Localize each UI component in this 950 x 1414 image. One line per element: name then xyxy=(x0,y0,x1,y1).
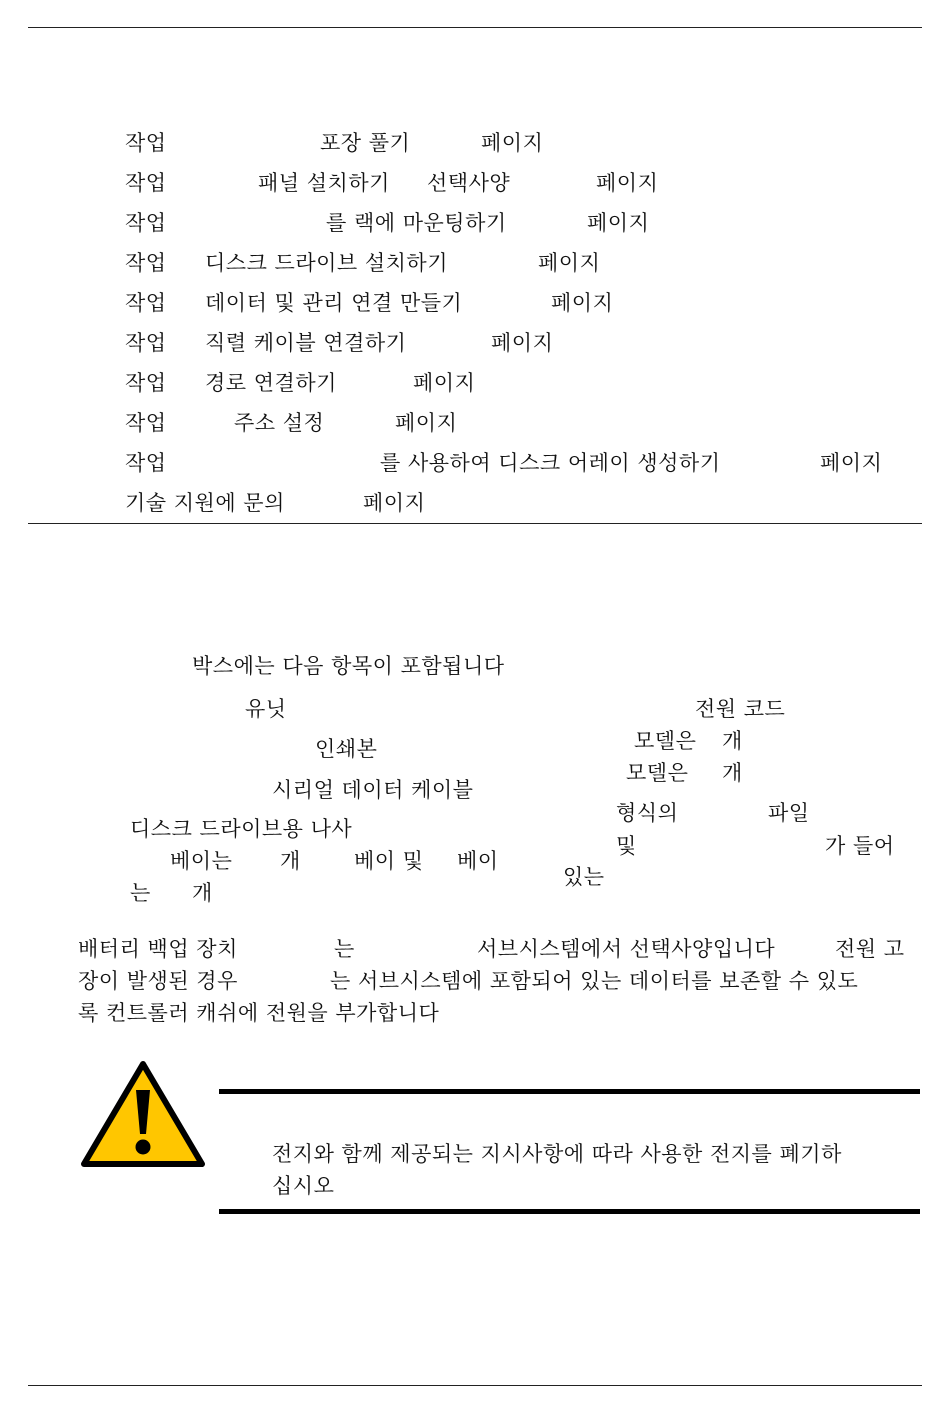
warning-icon xyxy=(80,1058,206,1170)
toc-page[interactable]: 페이지 xyxy=(587,211,650,235)
toc-title[interactable]: 패널 설치하기 xyxy=(258,171,390,195)
box-item-format: 파일 xyxy=(768,801,810,825)
box-item-model: 개 xyxy=(722,729,743,753)
toc-title[interactable]: 디스크 드라이브 설치하기 xyxy=(205,251,448,275)
toc-task: 작업 xyxy=(125,251,167,275)
box-bay-text: 베이 및 xyxy=(354,849,424,873)
box-bay-text: 개 xyxy=(280,849,301,873)
box-item-format: 가 들어 xyxy=(825,834,895,858)
caution-text: 전지와 함께 제공되는 지시사항에 따라 사용한 전지를 폐기하 xyxy=(272,1142,842,1166)
toc-task: 작업 xyxy=(125,131,167,155)
toc-page[interactable]: 페이지 xyxy=(820,451,883,475)
box-item-model: 모델은 xyxy=(634,729,697,753)
box-item-screws: 디스크 드라이브용 나사 xyxy=(130,817,353,841)
toc-title[interactable]: 경로 연결하기 xyxy=(205,371,337,395)
toc-task: 작업 xyxy=(125,331,167,355)
toc-task: 작업 xyxy=(125,371,167,395)
box-intro: 박스에는 다음 항목이 포함됩니다 xyxy=(192,654,505,678)
toc-page[interactable]: 페이지 xyxy=(363,491,426,515)
box-item-serial-cable: 시리얼 데이터 케이블 xyxy=(272,778,474,802)
battery-text: 록 컨트롤러 캐쉬에 전원을 부가합니다 xyxy=(78,1001,440,1025)
box-bay-text: 개 xyxy=(192,881,213,905)
toc-option: 선택사양 xyxy=(427,171,511,195)
box-bay-text: 는 xyxy=(130,881,151,905)
toc-title[interactable]: 데이터 및 관리 연결 만들기 xyxy=(205,291,463,315)
toc-page[interactable]: 페이지 xyxy=(596,171,659,195)
box-item-unit: 유닛 xyxy=(245,697,287,721)
box-bay-text: 베이 xyxy=(457,849,499,873)
toc-task: 작업 xyxy=(125,411,167,435)
battery-text: 배터리 백업 장치 xyxy=(78,937,238,961)
toc-task: 작업 xyxy=(125,171,167,195)
toc-task: 작업 xyxy=(125,291,167,315)
bottom-rule xyxy=(28,1385,922,1386)
box-item-format: 있는 xyxy=(563,865,605,889)
section-rule xyxy=(28,523,922,524)
caution-text: 십시오 xyxy=(272,1174,335,1198)
battery-text: 장이 발생된 경우 xyxy=(78,969,238,993)
box-item-format: 형식의 xyxy=(616,801,679,825)
toc-task: 작업 xyxy=(125,211,167,235)
box-item-model: 개 xyxy=(722,761,743,785)
caution-bottom-rule xyxy=(219,1209,920,1214)
top-rule xyxy=(28,27,922,28)
toc-page[interactable]: 페이지 xyxy=(481,131,544,155)
toc-title[interactable]: 를 랙에 마운팅하기 xyxy=(326,211,507,235)
box-item-format: 및 xyxy=(616,834,637,858)
toc-title[interactable]: 주소 설정 xyxy=(234,411,325,435)
toc-task: 작업 xyxy=(125,451,167,475)
toc-title[interactable]: 포장 풀기 xyxy=(320,131,411,155)
toc-page[interactable]: 페이지 xyxy=(491,331,554,355)
caution-top-rule xyxy=(219,1089,920,1094)
toc-support-title[interactable]: 기술 지원에 문의 xyxy=(125,491,285,515)
toc-title[interactable]: 를 사용하여 디스크 어레이 생성하기 xyxy=(380,451,721,475)
battery-text: 는 xyxy=(334,937,355,961)
box-item-power-cord: 전원 코드 xyxy=(695,697,786,721)
toc-title[interactable]: 직렬 케이블 연결하기 xyxy=(205,331,407,355)
battery-text: 는 서브시스템에 포함되어 있는 데이터를 보존할 수 있도 xyxy=(330,969,859,993)
toc-page[interactable]: 페이지 xyxy=(413,371,476,395)
toc-page[interactable]: 페이지 xyxy=(395,411,458,435)
box-item-model: 모델은 xyxy=(626,761,689,785)
battery-text: 서브시스템에서 선택사양입니다 xyxy=(477,937,776,961)
box-bay-text: 베이는 xyxy=(170,849,233,873)
toc-page[interactable]: 페이지 xyxy=(538,251,601,275)
battery-text: 전원 고 xyxy=(835,937,905,961)
box-item-print: 인쇄본 xyxy=(315,737,378,761)
toc-page[interactable]: 페이지 xyxy=(551,291,614,315)
